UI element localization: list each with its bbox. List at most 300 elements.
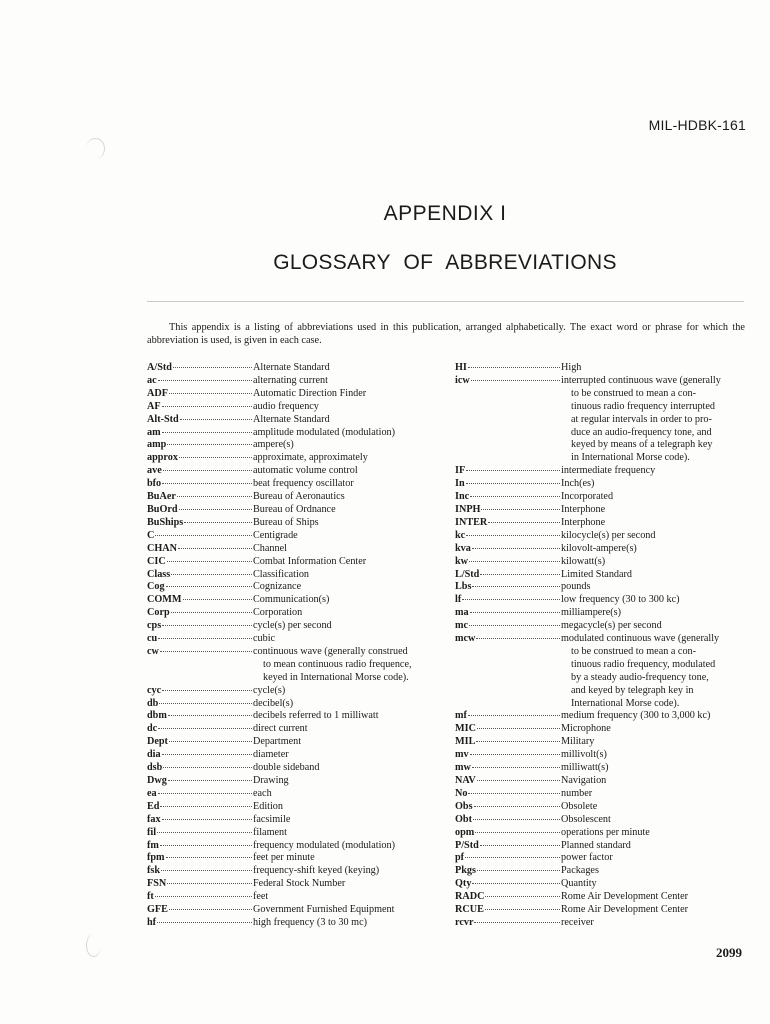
abbreviation: fpm — [147, 852, 165, 864]
definition — [253, 814, 447, 827]
glossary-entry — [455, 710, 747, 723]
dot-leader — [465, 857, 560, 858]
abbreviation: opm — [455, 826, 475, 838]
definition — [561, 827, 747, 840]
dot-leader — [466, 483, 560, 484]
definition-text: Cognizance — [253, 581, 302, 593]
abbreviation: NAV — [455, 775, 476, 786]
glossary-entry — [147, 465, 447, 478]
abbreviation-cell — [455, 543, 561, 556]
definition-text: High — [561, 362, 582, 373]
dot-leader — [158, 380, 252, 381]
abbreviation-cell — [147, 569, 253, 582]
abbreviation-cell — [455, 556, 561, 569]
glossary-entry — [147, 736, 447, 749]
dot-leader — [477, 870, 560, 871]
abbreviation-cell — [147, 762, 253, 775]
definition-text: Drawing — [253, 775, 289, 786]
dot-leader — [472, 883, 560, 884]
abbreviation: db — [147, 697, 159, 709]
dot-leader — [480, 845, 560, 846]
dot-leader — [468, 793, 560, 794]
abbreviation: HI — [455, 362, 467, 373]
appendix-title: APPENDIX I — [383, 202, 507, 225]
definition — [253, 723, 447, 736]
abbreviation: RCUE — [455, 904, 484, 916]
abbreviation: BuAer — [147, 491, 176, 503]
abbreviation: CHAN — [147, 542, 177, 554]
definition-text: amplitude modulated (modulation) — [253, 426, 396, 438]
definition-text: Communication(s) — [253, 594, 330, 606]
abbreviation-cell — [147, 452, 253, 465]
glossary-entry — [147, 775, 447, 788]
dot-leader — [462, 599, 560, 600]
dot-leader — [167, 444, 252, 445]
abbreviation-cell — [455, 723, 561, 736]
definition-text: milliwatt(s) — [561, 762, 609, 774]
glossary-entry — [455, 788, 747, 801]
abbreviation-cell — [147, 414, 253, 427]
definition-text: cubic — [253, 633, 276, 645]
abbreviation: pf — [455, 852, 465, 864]
abbreviation-cell — [147, 633, 253, 646]
definition-continuation: and keyed by telegraph key in — [571, 684, 694, 696]
glossary-entry — [455, 749, 747, 762]
glossary-entry — [455, 891, 747, 904]
definition — [253, 865, 447, 878]
dot-leader — [180, 419, 252, 420]
abbreviation: approx — [147, 452, 178, 464]
abbreviation: Obs — [455, 800, 473, 812]
abbreviation: Qty — [455, 878, 472, 890]
dot-leader — [466, 535, 560, 536]
dot-leader — [169, 741, 252, 742]
abbreviation: cyc — [147, 684, 162, 696]
dot-leader — [159, 703, 252, 704]
definition-text: number — [561, 787, 593, 799]
abbreviation-cell — [455, 801, 561, 814]
definition — [253, 427, 447, 440]
definition — [253, 414, 447, 427]
definition-text: kilovolt-ampere(s) — [561, 542, 637, 554]
definition-text: Microphone — [561, 723, 611, 735]
abbreviation: lf — [455, 594, 462, 606]
abbreviation-cell — [147, 878, 253, 891]
definition-text: audio frequency — [253, 400, 319, 412]
glossary-entry — [147, 904, 447, 917]
definition — [561, 504, 747, 517]
glossary-entry — [455, 814, 747, 827]
dot-leader — [474, 922, 560, 923]
dot-leader — [155, 535, 252, 536]
abbreviation: COMM — [147, 594, 182, 606]
abbreviation-cell — [147, 891, 253, 904]
glossary-entry — [455, 581, 747, 594]
definition-text: Edition — [253, 800, 283, 812]
abbreviation: Dwg — [147, 775, 167, 786]
abbreviation: No — [455, 787, 468, 799]
definition-text: Classification — [253, 568, 310, 580]
definition-text: double sideband — [253, 762, 320, 774]
definition — [253, 762, 447, 775]
definition — [253, 375, 447, 388]
definition-text: kilocycle(s) per second — [561, 529, 656, 541]
definition — [561, 852, 747, 865]
abbreviation: hf — [147, 916, 157, 928]
definition-text: Obsolescent — [561, 813, 611, 825]
definition — [561, 736, 747, 749]
definition — [253, 504, 447, 517]
glossary-entry — [455, 569, 747, 582]
definition-text: continuous wave (generally construed — [253, 645, 408, 657]
abbreviation: fsk — [147, 865, 161, 877]
definition — [253, 685, 447, 698]
abbreviation: ma — [455, 607, 469, 619]
definition-continuation: International Morse code). — [571, 697, 680, 709]
definition — [253, 891, 447, 904]
intro-paragraph: This appendix is a listing of abbreviations used in this publication, arranged alphabetically. The exact word or phrase for which the abbreviation is used, is given in each case. — [147, 322, 745, 346]
dot-leader — [472, 767, 560, 768]
dot-leader — [471, 380, 560, 381]
definition — [561, 491, 747, 504]
abbreviation: CIC — [147, 555, 166, 567]
glossary-entry — [455, 491, 747, 504]
dot-leader — [155, 896, 252, 897]
definition-text: high frequency (3 to 30 mc) — [253, 916, 368, 928]
abbreviation-cell — [455, 852, 561, 865]
abbreviation-cell — [455, 749, 561, 762]
dot-leader — [160, 845, 252, 846]
abbreviation: ADF — [147, 387, 168, 399]
dot-leader — [162, 690, 252, 691]
abbreviation-cell — [455, 375, 561, 388]
left-glossary-column — [147, 362, 447, 930]
definition-text: frequency-shift keyed (keying) — [253, 865, 380, 877]
abbreviation: P/Std — [455, 839, 479, 851]
dot-leader — [488, 522, 560, 523]
dot-leader — [163, 470, 252, 471]
dot-leader — [157, 922, 252, 923]
definition — [561, 917, 747, 930]
glossary-entry — [455, 362, 747, 375]
dot-leader — [162, 406, 252, 407]
abbreviation-cell — [147, 852, 253, 865]
right-glossary-column — [455, 362, 747, 930]
abbreviation-cell — [455, 581, 561, 594]
glossary-entry — [147, 878, 447, 891]
definition-continuation: keyed by means of a telegraph key — [571, 439, 713, 451]
abbreviation: kw — [455, 555, 469, 567]
abbreviation-cell — [455, 504, 561, 517]
definition — [253, 878, 447, 891]
abbreviation: mw — [455, 762, 471, 774]
dot-leader — [160, 806, 252, 807]
abbreviation-cell — [147, 865, 253, 878]
glossary-entry — [147, 427, 447, 440]
definition-text: pounds — [561, 581, 591, 593]
abbreviation: amp — [147, 439, 167, 451]
dot-leader — [476, 741, 560, 742]
dot-leader — [158, 793, 252, 794]
definition — [253, 569, 447, 582]
dot-leader — [475, 832, 560, 833]
definition-text: milliampere(s) — [561, 607, 621, 619]
definition-text: Alternate Standard — [253, 362, 330, 373]
definition — [253, 543, 447, 556]
abbreviation-cell — [455, 878, 561, 891]
definition-text: Bureau of Aeronautics — [253, 491, 345, 503]
abbreviation: fil — [147, 826, 157, 838]
abbreviation: GFE — [147, 904, 168, 916]
dot-leader — [167, 561, 252, 562]
abbreviation-cell — [147, 427, 253, 440]
abbreviation-cell — [147, 749, 253, 762]
abbreviation-cell — [455, 594, 561, 607]
dot-leader — [167, 883, 252, 884]
abbreviation-cell — [147, 710, 253, 723]
definition — [561, 723, 747, 736]
definition — [561, 530, 747, 543]
glossary-entry — [147, 865, 447, 878]
definition-text: frequency modulated (modulation) — [253, 839, 396, 851]
glossary-entry — [147, 517, 447, 530]
definition-text: feet per minute — [253, 852, 315, 864]
abbreviation: FSN — [147, 878, 167, 890]
definition — [253, 749, 447, 762]
definition-text: decibel(s) — [253, 697, 294, 709]
definition — [561, 633, 747, 710]
definition — [561, 840, 747, 853]
definition — [253, 775, 447, 788]
abbreviation: In — [455, 478, 465, 490]
dot-leader — [470, 612, 560, 613]
glossary-entry — [147, 633, 447, 646]
definition-text: medium frequency (300 to 3,000 kc) — [561, 710, 711, 722]
glossary-entry — [455, 917, 747, 930]
definition-text: Automatic Direction Finder — [253, 387, 367, 399]
definition-text: Centigrade — [253, 529, 298, 541]
abbreviation: Class — [147, 568, 171, 580]
glossary-entry — [147, 749, 447, 762]
glossary-entry — [455, 607, 747, 620]
abbreviation-cell — [147, 478, 253, 491]
definition-continuation: to be construed to mean a con- — [571, 645, 697, 657]
definition-text: Packages — [561, 865, 599, 877]
definition-continuation: tinuous radio frequency interrupted — [571, 400, 715, 412]
definition — [253, 827, 447, 840]
abbreviation: C — [147, 529, 155, 541]
abbreviation: Dept — [147, 736, 168, 748]
glossary-entry — [455, 375, 747, 465]
glossary-entry — [455, 465, 747, 478]
abbreviation-cell — [147, 620, 253, 633]
glossary-entry — [147, 852, 447, 865]
definition — [253, 736, 447, 749]
definition — [561, 465, 747, 478]
abbreviation-cell — [455, 465, 561, 478]
dot-leader — [470, 496, 560, 497]
definition-text: Government Furnished Equipment — [253, 904, 395, 916]
abbreviation-cell — [455, 569, 561, 582]
abbreviation-cell — [455, 840, 561, 853]
definition-continuation: in International Morse code). — [571, 452, 690, 464]
definition-text: Navigation — [561, 775, 607, 786]
dot-leader — [168, 780, 252, 781]
dot-leader — [162, 483, 252, 484]
definition-text: beat frequency oscillator — [253, 478, 354, 490]
abbreviation: Corp — [147, 607, 170, 619]
abbreviation-cell — [147, 840, 253, 853]
abbreviation-cell — [455, 917, 561, 930]
abbreviation-cell — [455, 710, 561, 723]
dot-leader — [468, 367, 560, 368]
glossary-entry — [147, 375, 447, 388]
abbreviation: Lbs — [455, 581, 472, 593]
definition-text: Department — [253, 736, 302, 748]
abbreviation: Inc — [455, 491, 470, 503]
definition — [253, 491, 447, 504]
abbreviation-cell — [147, 491, 253, 504]
definition — [561, 556, 747, 569]
glossary-entry — [147, 452, 447, 465]
definition — [253, 362, 447, 375]
glossary-entry — [147, 840, 447, 853]
glossary-entry — [455, 736, 747, 749]
dot-leader — [179, 457, 252, 458]
abbreviation: IF — [455, 465, 466, 477]
definition-text: direct current — [253, 723, 308, 735]
definition — [253, 633, 447, 646]
dot-leader — [469, 561, 560, 562]
definition — [253, 840, 447, 853]
abbreviation: BuOrd — [147, 503, 178, 515]
definition — [253, 801, 447, 814]
definition — [253, 917, 447, 930]
dot-leader — [481, 509, 560, 510]
dot-leader — [160, 651, 252, 652]
glossary-entry — [455, 865, 747, 878]
definition-text: Inch(es) — [561, 478, 595, 490]
dot-leader — [157, 832, 252, 833]
abbreviation-cell — [455, 633, 561, 646]
definition — [561, 865, 747, 878]
dot-leader — [472, 548, 560, 549]
definition — [561, 878, 747, 891]
definition — [253, 646, 447, 685]
definition — [253, 698, 447, 711]
definition-text: low frequency (30 to 300 kc) — [561, 594, 680, 606]
definition — [253, 581, 447, 594]
abbreviation: Obt — [455, 813, 472, 825]
abbreviation-cell — [147, 698, 253, 711]
definition — [253, 852, 447, 865]
definition-text: power factor — [561, 852, 613, 864]
glossary-entry — [147, 569, 447, 582]
definition — [561, 904, 747, 917]
glossary-entry — [455, 517, 747, 530]
divider — [147, 301, 744, 302]
glossary-entry — [455, 556, 747, 569]
definition-text: automatic volume control — [253, 465, 358, 477]
abbreviation-cell — [455, 762, 561, 775]
dot-leader — [480, 574, 560, 575]
abbreviation: MIL — [455, 736, 476, 748]
abbreviation: bfo — [147, 478, 162, 490]
glossary-entry — [147, 710, 447, 723]
definition-text: modulated continuous wave (generally — [561, 633, 720, 645]
definition-text: millivolt(s) — [561, 749, 607, 761]
abbreviation-cell — [147, 375, 253, 388]
abbreviation-cell — [147, 504, 253, 517]
abbreviation: kc — [455, 529, 466, 541]
definition — [253, 607, 447, 620]
abbreviation-cell — [147, 594, 253, 607]
glossary-entry — [147, 362, 447, 375]
glossary-entry — [455, 543, 747, 556]
abbreviation-cell — [455, 891, 561, 904]
abbreviation-cell — [147, 723, 253, 736]
glossary-entry — [455, 633, 747, 710]
glossary-entry — [147, 543, 447, 556]
definition-text: megacycle(s) per second — [561, 620, 662, 632]
glossary-entry — [455, 878, 747, 891]
abbreviation-cell — [147, 465, 253, 478]
glossary-entry — [455, 840, 747, 853]
abbreviation-cell — [147, 736, 253, 749]
abbreviation: rcvr — [455, 916, 474, 928]
definition-text: Interphone — [561, 503, 606, 515]
glossary-entry — [147, 646, 447, 685]
abbreviation-cell — [455, 788, 561, 801]
glossary-entry — [455, 775, 747, 788]
glossary-entry — [147, 814, 447, 827]
definition-continuation: duce an audio-frequency tone, and — [571, 426, 712, 438]
abbreviation-cell — [147, 801, 253, 814]
dot-leader — [468, 715, 560, 716]
dot-leader — [183, 599, 252, 600]
glossary-entry — [147, 801, 447, 814]
definition-continuation: by a steady audio-frequency tone, — [571, 671, 709, 683]
glossary-entry — [147, 685, 447, 698]
abbreviation-cell — [147, 556, 253, 569]
dot-leader — [477, 780, 560, 781]
abbreviation-cell — [147, 530, 253, 543]
glossary-entry — [147, 620, 447, 633]
definition-text: decibels referred to 1 milliwatt — [253, 710, 379, 722]
definition-text: Military — [561, 736, 595, 748]
dot-leader — [470, 754, 560, 755]
abbreviation: dc — [147, 723, 158, 735]
glossary-entry — [147, 607, 447, 620]
dot-leader — [469, 625, 560, 626]
abbreviation: Ed — [147, 800, 160, 812]
abbreviation-cell — [455, 736, 561, 749]
abbreviation: BuShips — [147, 516, 184, 528]
definition — [253, 388, 447, 401]
definition — [561, 620, 747, 633]
definition — [253, 788, 447, 801]
dot-leader — [162, 625, 252, 626]
glossary-entry — [147, 723, 447, 736]
definition-text: Federal Stock Number — [253, 878, 346, 890]
abbreviation-cell — [147, 543, 253, 556]
definition — [253, 594, 447, 607]
abbreviation: ave — [147, 465, 162, 477]
dot-leader — [162, 819, 252, 820]
definition — [561, 749, 747, 762]
dot-leader — [485, 909, 560, 910]
definition — [561, 362, 747, 375]
